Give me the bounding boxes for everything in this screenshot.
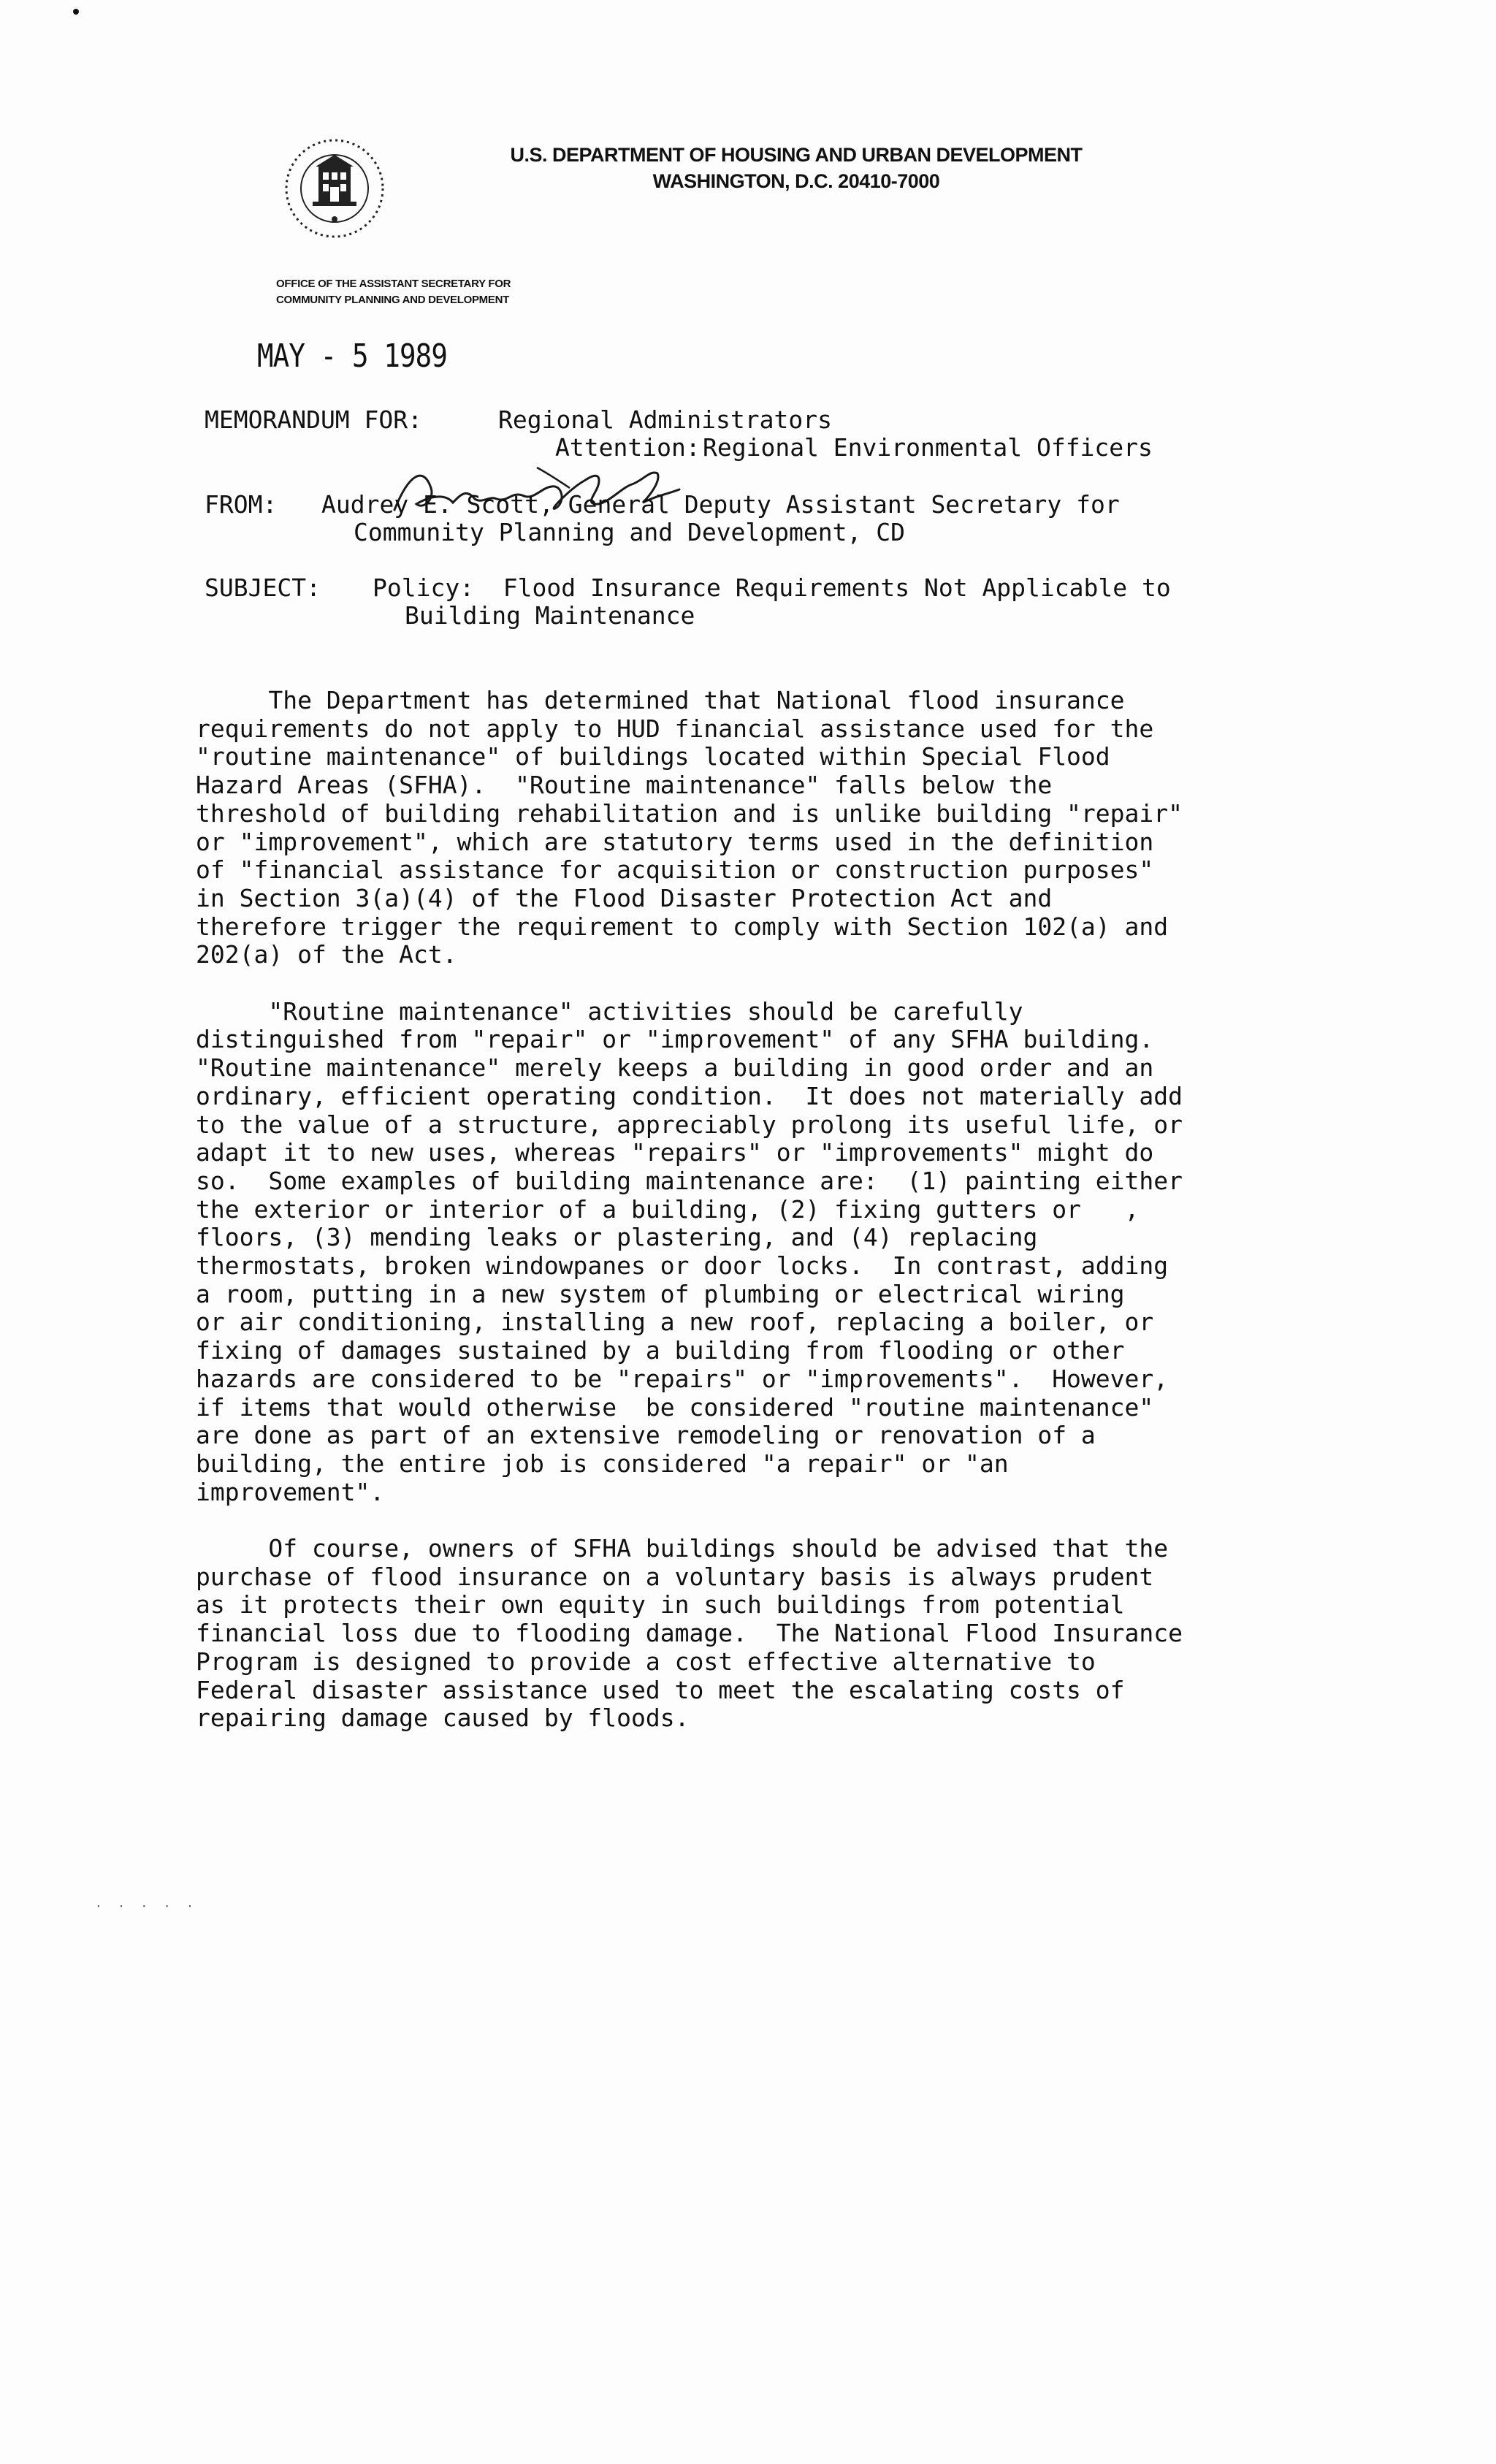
body-line: Federal disaster assistance used to meet the escalating costs of [196, 1675, 1125, 1704]
body-line: so. Some examples of building maintenance are: (1) painting either [196, 1166, 1183, 1195]
hud-seal-logo [283, 137, 386, 240]
memo-for-label: MEMORANDUM FOR: [205, 405, 423, 434]
body-line: floors, (3) mending leaks or plastering, and (4) replacing [196, 1223, 1038, 1252]
from-label: FROM: [205, 490, 278, 519]
memo-body [196, 687, 1379, 1733]
agency-address: WASHINGTON, D.C. 20410-7000 [652, 170, 940, 192]
body-line: are done as part of an extensive remodeling or renovation of a [196, 1421, 1096, 1450]
body-line: purchase of flood insurance on a voluntary basis is always prudent [196, 1562, 1154, 1591]
office-line-2: COMMUNITY PLANNING AND DEVELOPMENT [276, 294, 509, 306]
body-line: repairing damage caused by floods. [196, 1704, 690, 1733]
body-line: fixing of damages sustained by a building from flooding or other [196, 1336, 1125, 1365]
body-line: to the value of a structure, appreciably prolong its useful life, or [196, 1110, 1183, 1139]
body-line: distinguished from "repair" or "improvement" of any SFHA building. [196, 1025, 1154, 1054]
body-line: a room, putting in a new system of plumbing or electrical wiring [196, 1279, 1125, 1308]
body-line: therefore trigger the requirement to comply with Section 102(a) and [196, 912, 1169, 941]
body-line: ordinary, efficient operating condition. It does not materially add [196, 1081, 1183, 1110]
agency-name: U.S. DEPARTMENT OF HOUSING AND URBAN DEVELOPMENT [510, 144, 1083, 166]
paragraph-3 [196, 1535, 1379, 1733]
body-line: thermostats, broken windowpanes or door locks. In contrast, adding [196, 1251, 1169, 1281]
body-line: "Routine maintenance" merely keeps a building in good order and an [196, 1053, 1154, 1083]
body-line: the exterior or interior of a building, (2) fixing gutters or , [196, 1194, 1140, 1224]
body-line: or air conditioning, installing a new roof, replacing a boiler, or [196, 1308, 1154, 1337]
attention-value: Regional Environmental Officers [703, 433, 1153, 462]
body-line: adapt it to new uses, whereas "repairs" or "improvements" might do [196, 1138, 1154, 1167]
body-line: threshold of building rehabilitation and is unlike building "repair" [196, 798, 1183, 828]
body-line: The Department has determined that National flood insurance [196, 686, 1125, 714]
memo-date: MAY - 5 1989 [257, 337, 448, 375]
attention-label: Attention: [555, 433, 701, 462]
stray-mark [73, 9, 79, 15]
body-line: Program is designed to provide a cost effective alternative to [196, 1647, 1096, 1676]
paragraph-1 [196, 687, 1379, 969]
memo-for-value: Regional Administrators [498, 405, 832, 434]
body-line: financial loss due to flooding damage. The National Flood Insurance [196, 1619, 1183, 1648]
body-line: requirements do not apply to HUD financial assistance used for the [196, 714, 1154, 743]
subject-value-line-2: Building Maintenance [405, 601, 695, 630]
body-line: Hazard Areas (SFHA). "Routine maintenance" falls below the [196, 771, 1053, 800]
office-line-1: OFFICE OF THE ASSISTANT SECRETARY FOR [276, 278, 511, 290]
body-line: in Section 3(a)(4) of the Flood Disaster Protection Act and [196, 883, 1053, 912]
office-name [276, 276, 511, 308]
paragraph-2 [196, 998, 1379, 1507]
agency-header [468, 142, 1125, 194]
body-line: "Routine maintenance" activities should be carefully [196, 996, 1023, 1026]
body-line: building, the entire job is considered "a repair" or "an [196, 1449, 1009, 1478]
subject-value-line-1: Policy: Flood Insurance Requirements Not Applicable to [373, 573, 1171, 602]
from-value-line-1: Audrey E. Scott, General Deputy Assistant Secretary for [321, 490, 1120, 519]
body-line: hazards are considered to be "repairs" or "improvements". However, [196, 1364, 1169, 1393]
body-line: 202(a) of the Act. [196, 940, 457, 969]
body-line: or "improvement", which are statutory terms used in the definition [196, 827, 1154, 856]
body-line: Of course, owners of SFHA buildings should be advised that the [196, 1534, 1169, 1563]
body-line: as it protects their own equity in such buildings from potential [196, 1590, 1125, 1620]
body-line: if items that would otherwise be considered "routine maintenance" [196, 1392, 1154, 1422]
body-line: of "financial assistance for acquisition or construction purposes" [196, 855, 1154, 885]
body-line: "routine maintenance" of buildings located within Special Flood [196, 742, 1110, 771]
body-line: improvement". [196, 1477, 385, 1506]
scan-specks: · · · · · [95, 1899, 198, 1913]
subject-label: SUBJECT: [205, 573, 321, 602]
from-value-line-2: Community Planning and Development, CD [354, 518, 905, 546]
